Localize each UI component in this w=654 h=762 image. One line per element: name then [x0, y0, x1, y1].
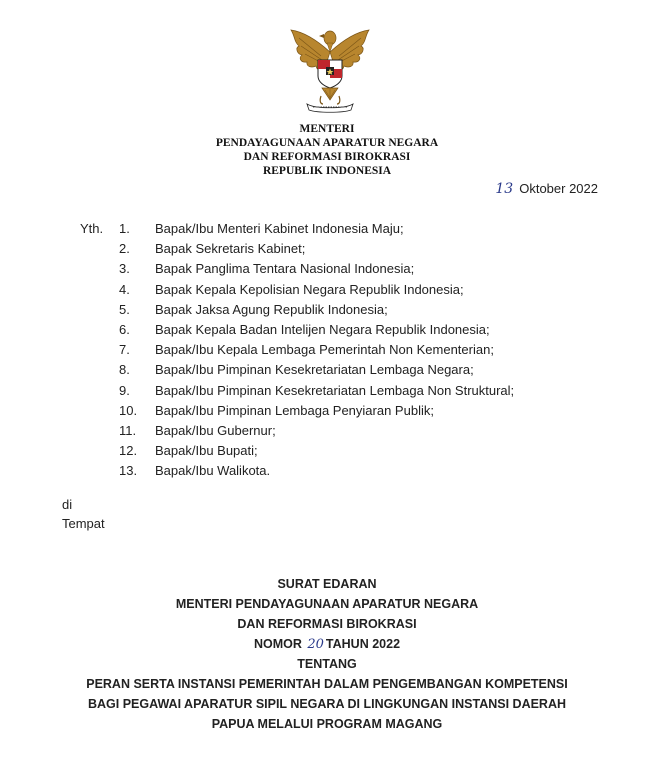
- recipient-number: 3.: [119, 261, 130, 277]
- recipient-text: Bapak/Ibu Kepala Lembaga Pemerintah Non Kementerian;: [155, 342, 494, 358]
- recipient-text: Bapak Kepala Badan Intelijen Negara Republik Indonesia;: [155, 321, 490, 337]
- letter-date: [495, 181, 598, 197]
- recipient-number: 7.: [119, 342, 130, 358]
- recipient-number: 9.: [119, 382, 130, 398]
- title-line: PAPUA MELALUI PROGRAM MAGANG: [211, 717, 443, 731]
- recipient-number: 8.: [119, 362, 130, 378]
- recipient-number: 5.: [119, 301, 130, 317]
- ministry-letterhead: [0, 122, 654, 178]
- nomor-handwritten: 20: [307, 637, 324, 652]
- recipient-text: Bapak/Ibu Pimpinan Kesekretariatan Lembaga Non Struktural;: [155, 382, 515, 398]
- nomor-suffix: TAHUN 2022: [325, 637, 401, 651]
- title-line: PERAN SERTA INSTANSI PEMERINTAH DALAM PENGEMBANGAN KOMPETENSI: [86, 677, 568, 691]
- circular-title: [0, 574, 654, 734]
- title-line: MENTERI PENDAYAGUNAAN APARATUR NEGARA: [175, 597, 479, 611]
- location-tempat: Tempat: [62, 516, 105, 531]
- recipient-number: 13.: [119, 463, 138, 479]
- recipient-number: 11.: [119, 422, 137, 438]
- letterhead-line: PENDAYAGUNAAN APARATUR NEGARA: [215, 137, 439, 149]
- recipient-text: Bapak Kepala Kepolisian Negara Republik Indonesia;: [155, 281, 464, 297]
- title-line: TENTANG: [297, 657, 357, 671]
- recipient-text: Bapak Panglima Tentara Nasional Indonesia;: [155, 261, 415, 277]
- recipient-text: Bapak/Ibu Pimpinan Lembaga Penyiaran Publik;: [155, 402, 434, 418]
- recipient-number: 10.: [119, 402, 138, 418]
- recipient-number: 2.: [119, 241, 130, 257]
- title-nomor-line: [0, 634, 654, 654]
- recipient-text: Bapak/Ibu Menteri Kabinet Indonesia Maju;: [155, 221, 404, 236]
- addressee-prefix: Yth.: [80, 221, 104, 236]
- recipient-number: 6.: [119, 321, 130, 337]
- title-line: DAN REFORMASI BIROKRASI: [237, 617, 417, 631]
- recipient-text: Bapak/Ibu Bupati;: [155, 443, 258, 459]
- recipient-number: 4.: [119, 281, 130, 297]
- garuda-emblem-icon: [285, 24, 375, 114]
- recipient-number: 1.: [119, 221, 130, 236]
- letterhead-line: REPUBLIK INDONESIA: [262, 165, 392, 177]
- recipient-text: Bapak Sekretaris Kabinet;: [155, 241, 306, 257]
- location-di: di: [62, 497, 73, 512]
- nomor-prefix: NOMOR: [253, 637, 302, 651]
- date-day-handwritten: 13: [495, 181, 514, 197]
- title-line: BAGI PEGAWAI APARATUR SIPIL NEGARA DI LINGKUNGAN INSTANSI DAERAH: [87, 697, 567, 711]
- recipient-text: Bapak/Ibu Gubernur;: [155, 422, 276, 438]
- title-line: SURAT EDARAN: [277, 577, 377, 591]
- recipient-text: Bapak Jaksa Agung Republik Indonesia;: [155, 301, 388, 317]
- recipient-text: Bapak/Ibu Pimpinan Kesekretariatan Lembaga Negara;: [155, 362, 474, 378]
- letterhead-line: DAN REFORMASI BIROKRASI: [243, 151, 411, 163]
- recipient-text: Bapak/Ibu Walikota.: [155, 463, 271, 479]
- letterhead-line: MENTERI: [299, 123, 355, 135]
- date-month-year: Oktober 2022: [519, 181, 598, 196]
- recipient-number: 12.: [119, 443, 138, 459]
